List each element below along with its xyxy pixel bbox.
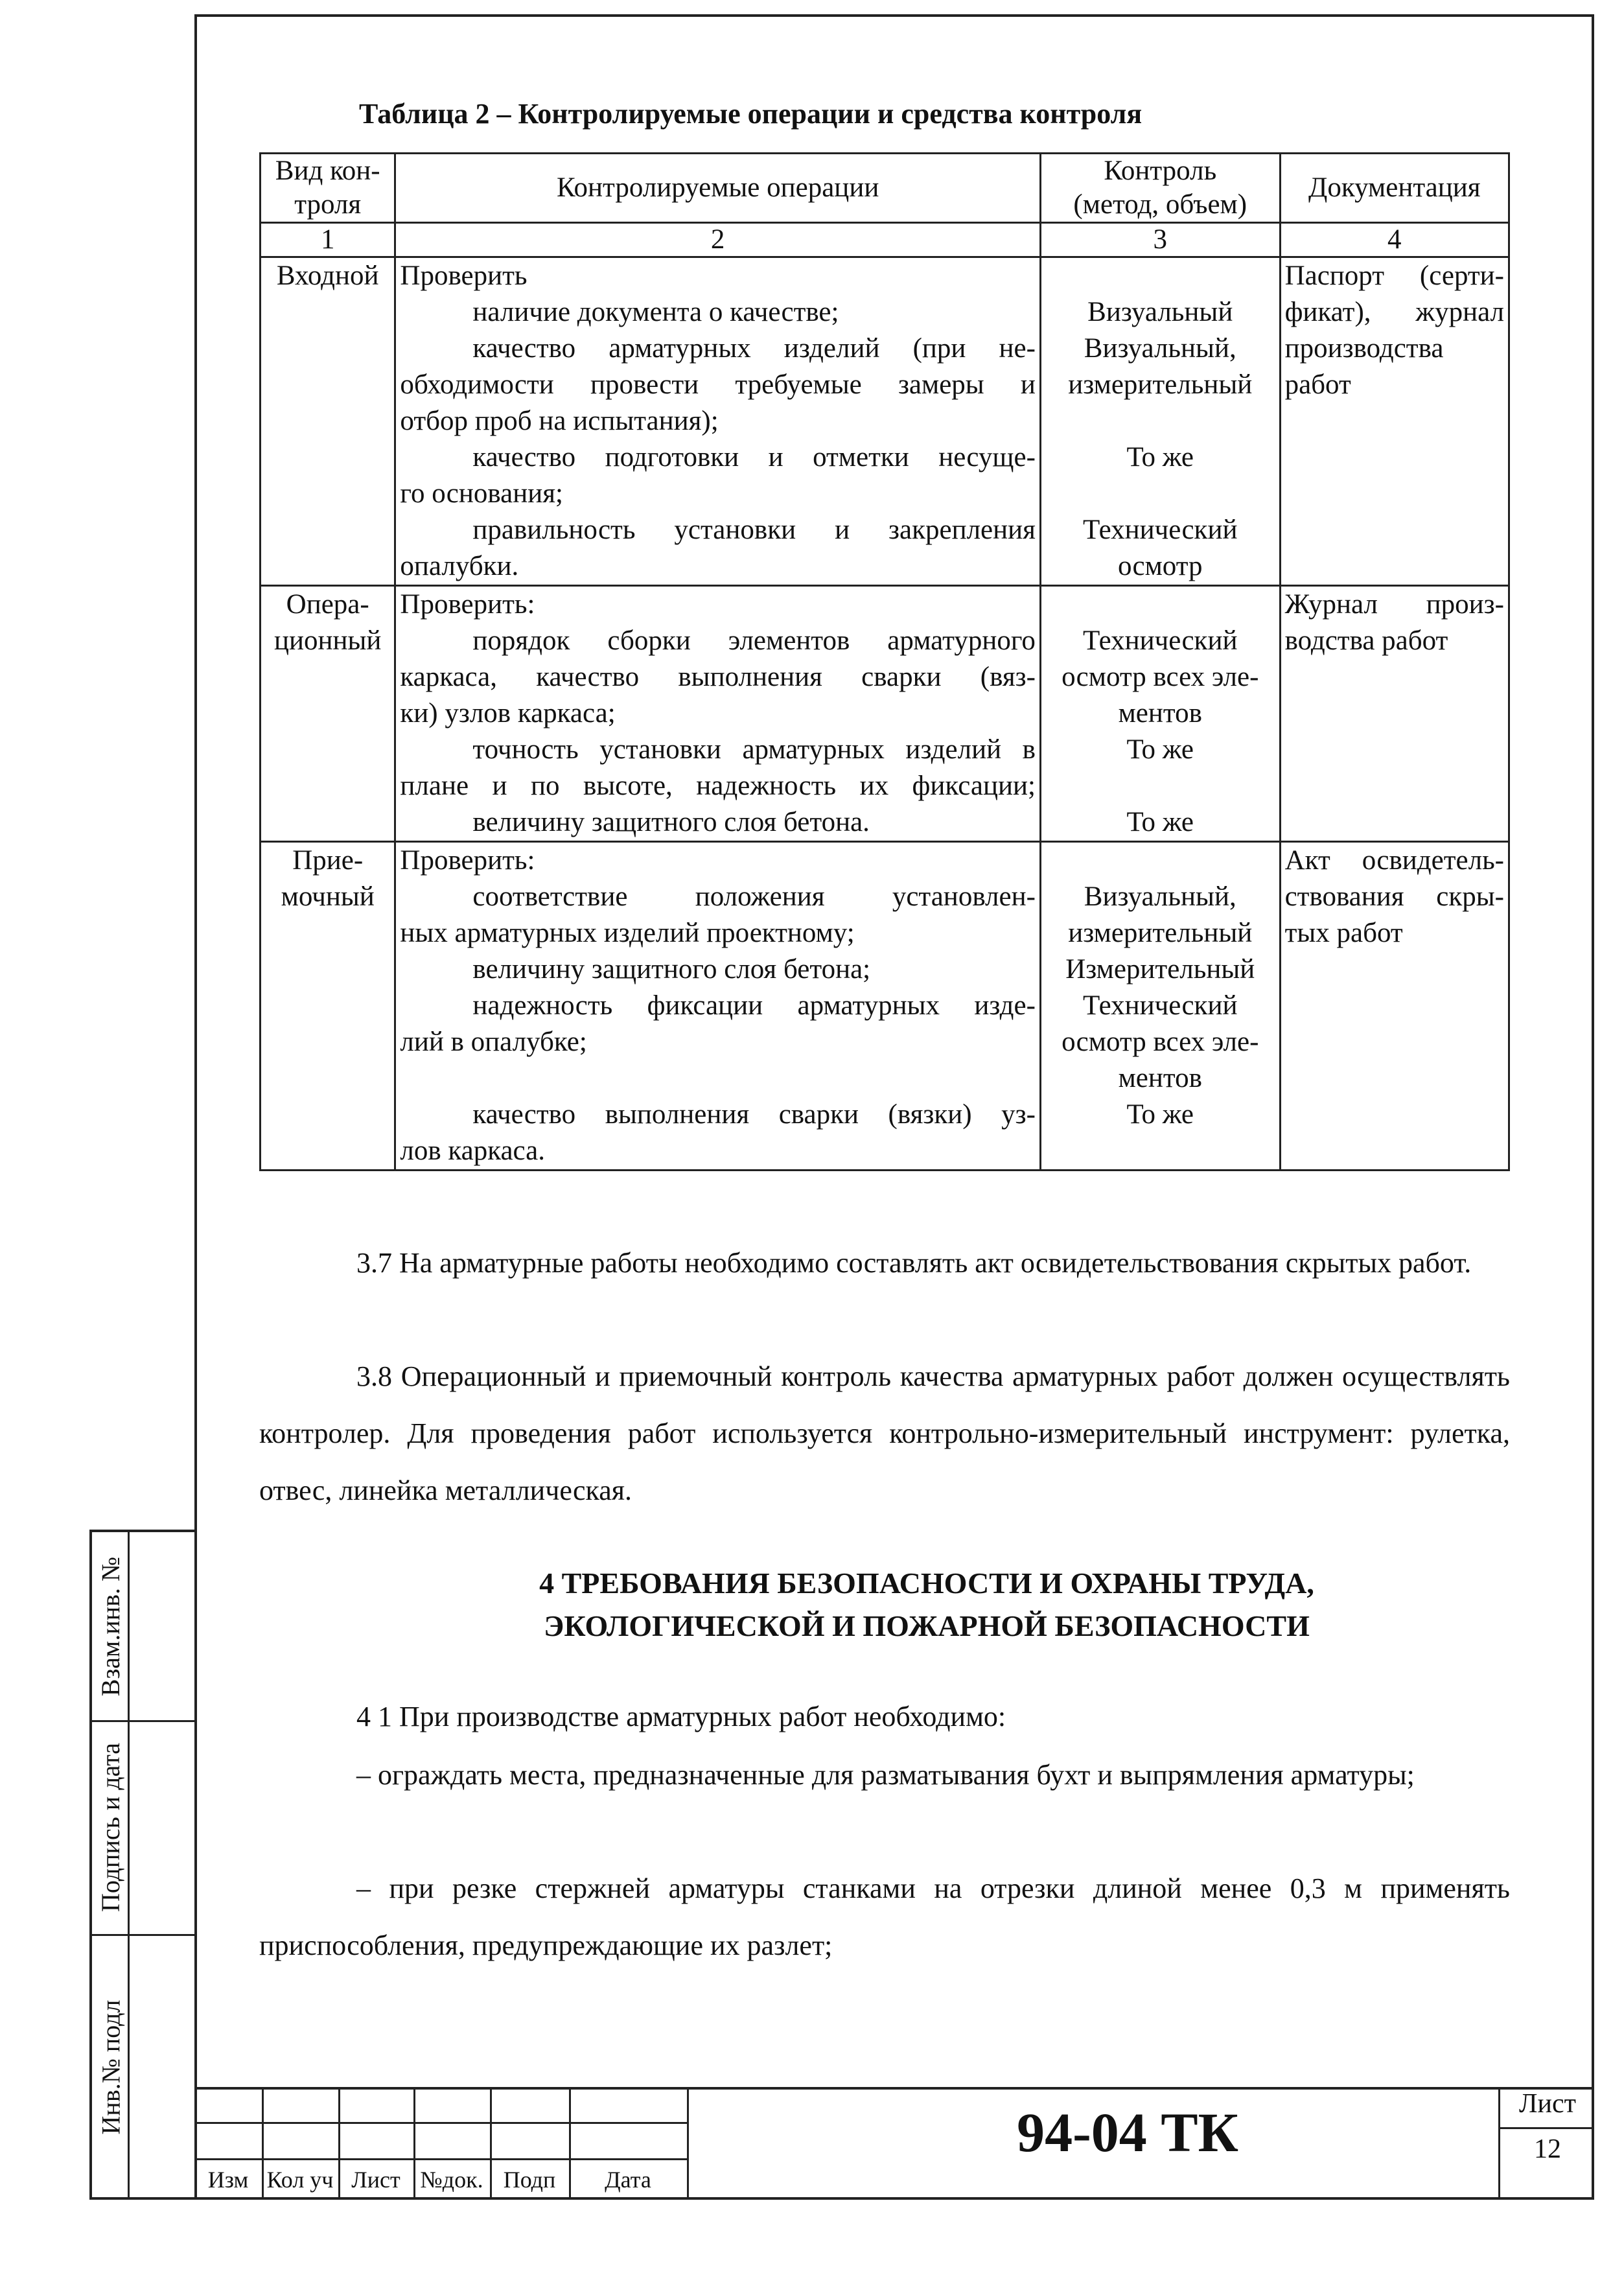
paragraph-3-7: 3.7 На арматурные работы необходимо составлять акт освидетельствования скрытых работ.: [356, 1247, 1472, 1279]
table-row: [261, 586, 1509, 842]
header-operations: Контролируемые операции: [395, 154, 1041, 223]
control-table: [259, 152, 1510, 1171]
operations-cell: Проверить: соответствие положения установлен- ных арматурных изделий проектному; величину защитного слоя бетона; надежность фиксации арматурных изде- лий в опалубке; качество выполнения сварки (вязки) уз- лов каркаса.: [395, 842, 1041, 1171]
stamp-col-label: Лист: [351, 2167, 400, 2193]
column-number: 1: [261, 223, 395, 257]
column-number: 2: [395, 223, 1041, 257]
operations-cell: Проверить наличие документа о качестве; качество арматурных изделий (при не- обходимости провести требуемые замеры и отбор проб на испытания); качество подготовки и отметки несуще- го основания; правильность установки и закрепления опалубки.: [395, 257, 1041, 586]
column-number: 4: [1280, 223, 1509, 257]
control-type-cell: Прие- мочный: [261, 842, 395, 1171]
stamp-col-label: Изм: [207, 2167, 249, 2193]
method-cell: Технический осмотр всех эле- ментов То же То же: [1040, 586, 1280, 842]
table-row: [261, 842, 1509, 1171]
sheet-label: Лист: [1519, 2089, 1576, 2119]
list-item: – ограждать места, предназначенные для разматывания бухт и выпрямления арматуры;: [356, 1759, 1415, 1791]
stamp-col-label: №док.: [420, 2167, 483, 2193]
paragraph-3-8: 3.8 Операционный и приемочный контроль качества арматурных работ должен осуществлять контролер. Для проведения работ используется контрольно-измерительный инструмент: рулетка, отвес, линейка металлическая.: [259, 1360, 1510, 1506]
documentation-cell: Паспорт (серти- фикат), журнал производства работ: [1280, 257, 1509, 586]
stamp-col-label: Дата: [605, 2167, 651, 2193]
header-method: Контроль (метод, объем): [1040, 154, 1280, 223]
title-block: [194, 2087, 1594, 2200]
control-type-cell: Опера- ционный: [261, 586, 395, 842]
table-title: Таблица 2 – Контролируемые операции и средства контроля: [359, 98, 1143, 130]
column-number: 3: [1040, 223, 1280, 257]
left-stamp: [89, 1530, 194, 2200]
header-control-type: Вид кон- троля: [261, 154, 395, 223]
table-row: [261, 257, 1509, 586]
podpis-data-label: Подпись и дата: [96, 1742, 126, 1912]
paragraph-4-1: 4 1 При производстве арматурных работ необходимо:: [356, 1701, 1006, 1732]
table-header-row: [261, 154, 1509, 223]
stamp-col-label: Кол уч: [266, 2167, 334, 2193]
vzam-inv-label: Взам.инв. №: [96, 1556, 126, 1696]
list-item: – при резке стержней арматуры станками на отрезки длиной менее 0,3 м применять приспособления, предупреждающие их разлет;: [259, 1872, 1510, 1961]
control-type-cell: Входной: [261, 257, 395, 586]
method-cell: Визуальный Визуальный, измерительный То же Технический осмотр: [1040, 257, 1280, 586]
method-cell: Визуальный, измерительный Измерительный Технический осмотр всех эле- ментов То же: [1040, 842, 1280, 1171]
documentation-cell: Акт освидетель- ствования скры- тых работ: [1280, 842, 1509, 1171]
document-number: 94-04 ТК: [1017, 2101, 1238, 2163]
column-number-row: [261, 223, 1509, 257]
sheet-number: 12: [1534, 2134, 1561, 2164]
section-4-heading: 4 ТРЕБОВАНИЯ БЕЗОПАСНОСТИ И ОХРАНЫ ТРУДА, ЭКОЛОГИЧЕСКОЙ И ПОЖАРНОЙ БЕЗОПАСНОСТИ: [539, 1567, 1314, 1642]
documentation-cell: Журнал произ- водства работ: [1280, 586, 1509, 842]
inv-podl-label: Инв.№ подл: [96, 1999, 126, 2134]
stamp-col-label: Подп: [503, 2167, 556, 2193]
operations-cell: Проверить: порядок сборки элементов арматурного каркаса, качество выполнения сварки (вяз- ки) узлов каркаса; точность установки арматурных изделий в плане и по высоте, надежность их фиксации; величину защитного слоя бетона.: [395, 586, 1041, 842]
header-documentation: Документация: [1280, 154, 1509, 223]
